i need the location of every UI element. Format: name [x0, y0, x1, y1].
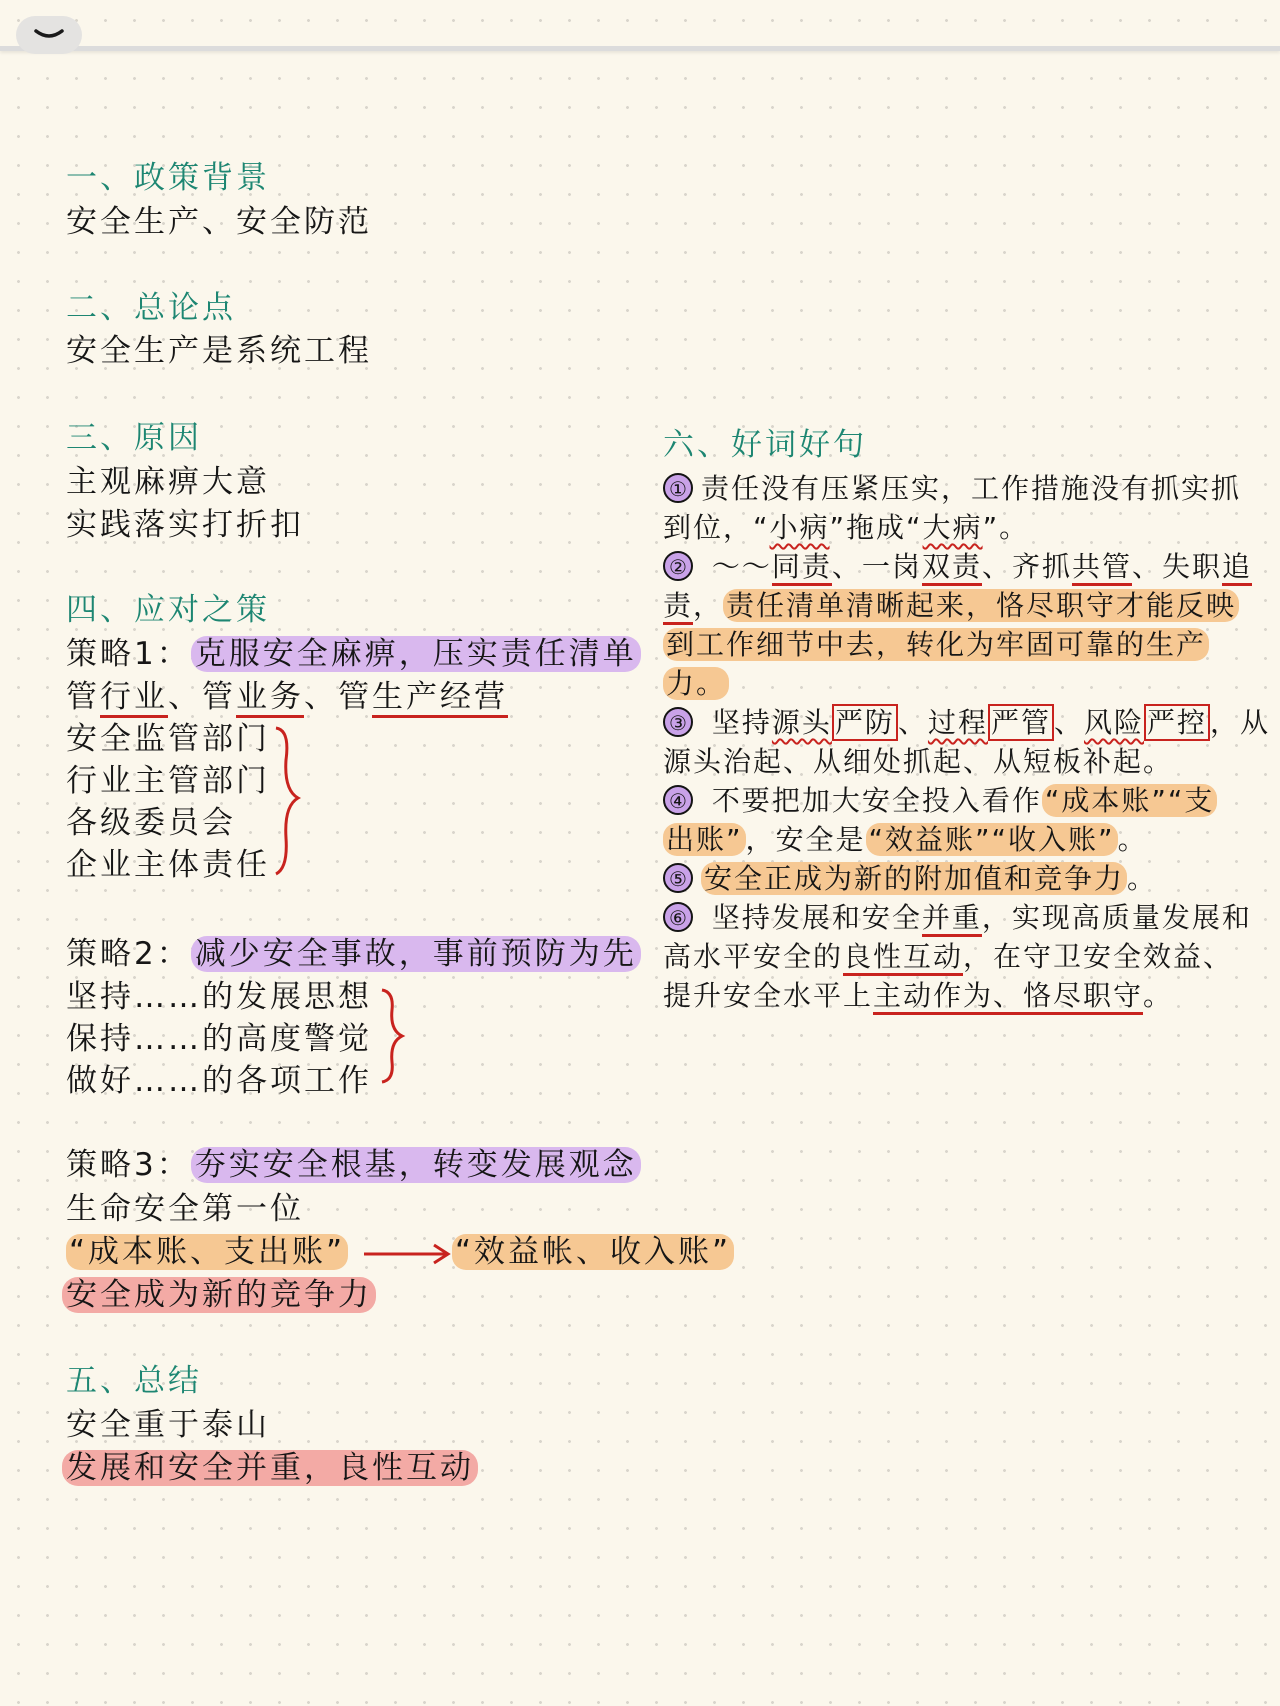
strategy-title: 减少安全事故，事前预防为先 [191, 936, 641, 972]
number-badge: ② [663, 551, 693, 581]
underlined-term: 并重 [922, 901, 982, 937]
text-fragment: 、 [1053, 706, 1084, 739]
underlined-term: 双责 [922, 550, 982, 586]
from-phrase: “成本账、支出账” [66, 1234, 348, 1270]
highlighted-text: 到工作细节中去，转化为牢固可靠的生产 [663, 628, 1209, 661]
phrase-2-line-1 [663, 548, 1252, 586]
underlined-term: 良性互动 [843, 940, 963, 976]
right-brace-icon [378, 988, 408, 1084]
highlighted-text: 发展和安全并重，良性互动 [62, 1450, 478, 1486]
text-fragment: ，在守卫安全效益、 [963, 940, 1234, 973]
underlined-term: 生产经营 [372, 679, 508, 718]
note-line: 安全重于泰山 [66, 1407, 270, 1443]
phrase-3-line-1 [663, 704, 1270, 742]
phrase-1-line-2 [663, 509, 1029, 547]
wavy-term: 小病 [769, 511, 830, 544]
highlighted-text: “成本账”“支 [1042, 784, 1218, 817]
wavy-term: 过程 [927, 706, 988, 739]
text-fragment: ，安全是 [745, 823, 866, 856]
top-toolbar [0, 0, 1280, 51]
strategy-title: 克服安全麻痹，压实责任清单 [191, 636, 641, 672]
highlighted-text: 力。 [663, 667, 729, 700]
number-badge: ③ [663, 707, 693, 737]
strategy-3 [66, 1145, 641, 1185]
competitiveness-line [62, 1275, 376, 1315]
text-fragment: 、齐抓 [981, 550, 1072, 583]
summary-highlight-line [62, 1448, 478, 1488]
phrase-2-line-2 [663, 587, 1239, 625]
text-fragment: 到位，“ [663, 511, 770, 544]
underlined-term: 业务 [236, 679, 304, 718]
text-fragment: 、管 [304, 679, 372, 715]
strategy-2 [66, 934, 641, 974]
text-fragment: ，从 [1210, 706, 1271, 739]
underlined-term: 追 [1222, 550, 1252, 586]
text-fragment: 责任没有压紧压实，工作措施没有抓实抓 [701, 472, 1242, 505]
arrow-right-icon [362, 1242, 454, 1266]
section-heading: 一、政策背景 [66, 160, 270, 196]
wavy-term: 风险 [1084, 706, 1145, 739]
collapse-button[interactable] [16, 16, 82, 54]
text-fragment: 高水平安全的 [663, 940, 844, 973]
phrase-6-line-1 [663, 899, 1252, 937]
strategy-title: 夯实安全根基，转变发展观念 [191, 1147, 641, 1183]
to-line [452, 1232, 734, 1272]
phrase-5-line-1 [663, 860, 1157, 898]
manage-line [66, 677, 508, 717]
highlighted-text: 安全正成为新的附加值和竞争力 [701, 862, 1127, 895]
boxed-term: 严管 [988, 704, 1054, 741]
section-heading: 四、应对之策 [66, 592, 270, 628]
text-fragment: 、管 [168, 679, 236, 715]
phrase-4-line-1 [663, 782, 1217, 820]
dept-item: 行业主管部门 [66, 763, 270, 799]
highlighted-text: 责任清单清晰起来，恪尽职守才能反映 [723, 589, 1239, 622]
phrase-6-line-3 [663, 977, 1173, 1015]
text-fragment: 。 [1117, 823, 1148, 856]
text-fragment: ～～ [701, 550, 772, 583]
note-line: 安全生产、安全防范 [66, 204, 372, 240]
right-brace-icon [272, 726, 304, 876]
strategy-prefix: 策略3： [66, 1147, 191, 1183]
underlined-term: 责 [663, 589, 693, 625]
highlighted-text: “效益账”“收入账” [866, 823, 1118, 856]
dept-item: 各级委员会 [66, 805, 236, 841]
section-heading: 五、总结 [66, 1363, 202, 1399]
text-fragment: ”。 [982, 511, 1030, 544]
number-badge: ① [663, 473, 693, 503]
phrase-2-line-3 [663, 626, 1209, 664]
phrase-3-line-2: 源头治起、从细处抓起、从短板补起。 [663, 745, 1174, 778]
note-line: 主观麻痹大意 [66, 464, 270, 500]
boxed-term: 严防 [832, 704, 898, 741]
strategy-prefix: 策略2： [66, 936, 191, 972]
strategy-1 [66, 634, 641, 674]
note-line: 安全生产是系统工程 [66, 333, 372, 369]
strategy-prefix: 策略1： [66, 636, 191, 672]
phrase-1-line-1 [663, 470, 1241, 508]
text-fragment: 、失职 [1131, 550, 1222, 583]
wavy-term: 大病 [922, 511, 983, 544]
number-badge: ⑤ [663, 863, 693, 893]
keep-item: 保持……的高度警觉 [66, 1021, 372, 1057]
text-fragment: 坚持发展和安全 [701, 901, 922, 934]
underlined-term: 行业 [100, 679, 168, 718]
text-fragment: 坚持 [701, 706, 772, 739]
highlighted-text: 出账” [663, 823, 746, 856]
number-badge: ⑥ [663, 902, 693, 932]
dept-item: 企业主体责任 [66, 847, 270, 883]
text-fragment: 管 [66, 679, 100, 715]
phrase-4-line-2 [663, 821, 1148, 859]
keep-item: 坚持……的发展思想 [66, 979, 372, 1015]
wavy-term: 源头 [771, 706, 832, 739]
text-fragment: ， [693, 589, 724, 622]
underlined-term: 同责 [772, 550, 832, 586]
text-fragment: 不要把加大安全投入看作 [701, 784, 1042, 817]
text-fragment: ”拖成“ [829, 511, 923, 544]
dept-item: 安全监管部门 [66, 721, 270, 757]
text-fragment: 提升安全水平上 [663, 979, 874, 1012]
highlighted-text: 安全成为新的竞争力 [62, 1277, 376, 1313]
text-fragment: 、 [897, 706, 928, 739]
chevron-down-icon [32, 27, 66, 43]
note-line: 实践落实打折扣 [66, 507, 304, 543]
keep-item: 做好……的各项工作 [66, 1063, 372, 1099]
text-fragment: 。 [1127, 862, 1158, 895]
phrase-2-line-4 [663, 665, 729, 703]
boxed-term: 严控 [1144, 704, 1210, 741]
number-badge: ④ [663, 785, 693, 815]
text-fragment: 、一岗 [831, 550, 922, 583]
text-fragment: 。 [1143, 979, 1174, 1012]
text-fragment: ，实现高质量发展和 [981, 901, 1252, 934]
phrase-6-line-2 [663, 938, 1233, 976]
note-line: 生命安全第一位 [66, 1191, 304, 1227]
underlined-term: 主动作为、恪尽职守 [873, 979, 1143, 1015]
section-heading: 三、原因 [66, 420, 202, 456]
section-heading: 二、总论点 [66, 290, 236, 326]
transform-line [66, 1232, 348, 1272]
underlined-term: 共管 [1072, 550, 1132, 586]
section-heading: 六、好词好句 [663, 427, 867, 463]
to-phrase: “效益帐、收入账” [452, 1234, 734, 1270]
